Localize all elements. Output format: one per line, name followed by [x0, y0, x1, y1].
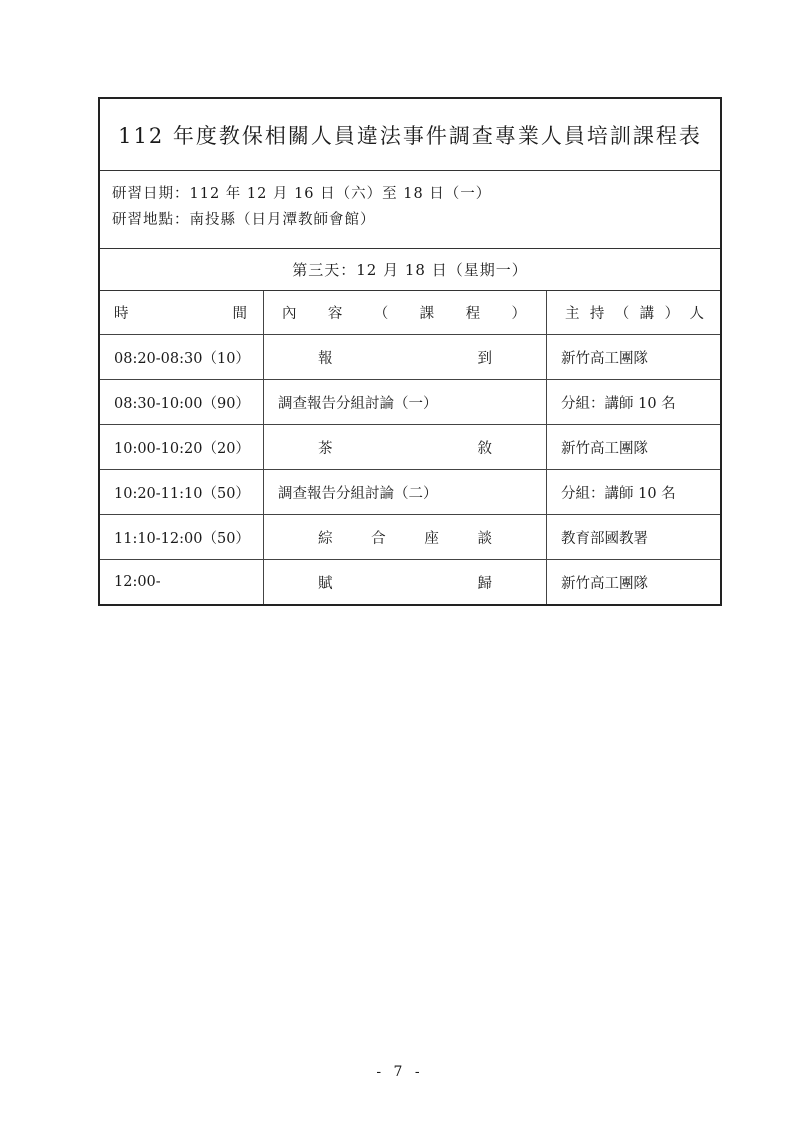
content-cell: 綜 合 座 談: [264, 515, 547, 559]
table-header-row: [100, 291, 720, 335]
document-title: 112 年度教保相關人員違法事件調查專業人員培訓課程表: [100, 99, 720, 171]
column-header-content: 內 容 （ 課 程 ）: [264, 291, 547, 334]
host-cell: 新竹高工團隊: [561, 440, 648, 457]
time-cell: 08:20-08:30（10）: [100, 335, 264, 379]
table-row: [100, 470, 720, 515]
column-header-time: 時 間: [100, 291, 264, 334]
content-cell: 調查報告分組討論（一）: [264, 380, 547, 424]
event-info: [100, 171, 720, 249]
table-row: [100, 425, 720, 470]
table-row: [100, 515, 720, 560]
host-cell: 分組：講師 10 名: [561, 395, 676, 412]
schedule-document: [98, 97, 722, 606]
time-cell: 12:00-: [100, 560, 264, 604]
time-cell: 10:00-10:20（20）: [100, 425, 264, 469]
table-row: [100, 335, 720, 380]
host-cell: 教育部國教署: [561, 530, 648, 547]
event-date: 研習日期：112 年 12 月 16 日（六）至 18 日（一）: [112, 186, 492, 202]
column-header-host: 主 持 （ 講 ） 人: [565, 306, 704, 322]
time-cell: 11:10-12:00（50）: [100, 515, 264, 559]
time-cell: 08:30-10:00（90）: [100, 380, 264, 424]
event-location: 研習地點：南投縣（日月潭教師會館）: [112, 212, 376, 228]
content-cell: 賦 歸: [264, 560, 547, 604]
host-cell: 新竹高工團隊: [561, 575, 648, 592]
table-row: [100, 380, 720, 425]
content-cell: 報 到: [264, 335, 547, 379]
content-cell: 調查報告分組討論（二）: [264, 470, 547, 514]
host-cell: 分組：講師 10 名: [561, 485, 676, 502]
table-row: [100, 560, 720, 604]
host-cell: 新竹高工團隊: [561, 350, 648, 367]
content-cell: 茶 敘: [264, 425, 547, 469]
page-number: - 7 -: [376, 1064, 424, 1080]
day-header: 第三天：12 月 18 日（星期一）: [100, 249, 720, 291]
time-cell: 10:20-11:10（50）: [100, 470, 264, 514]
